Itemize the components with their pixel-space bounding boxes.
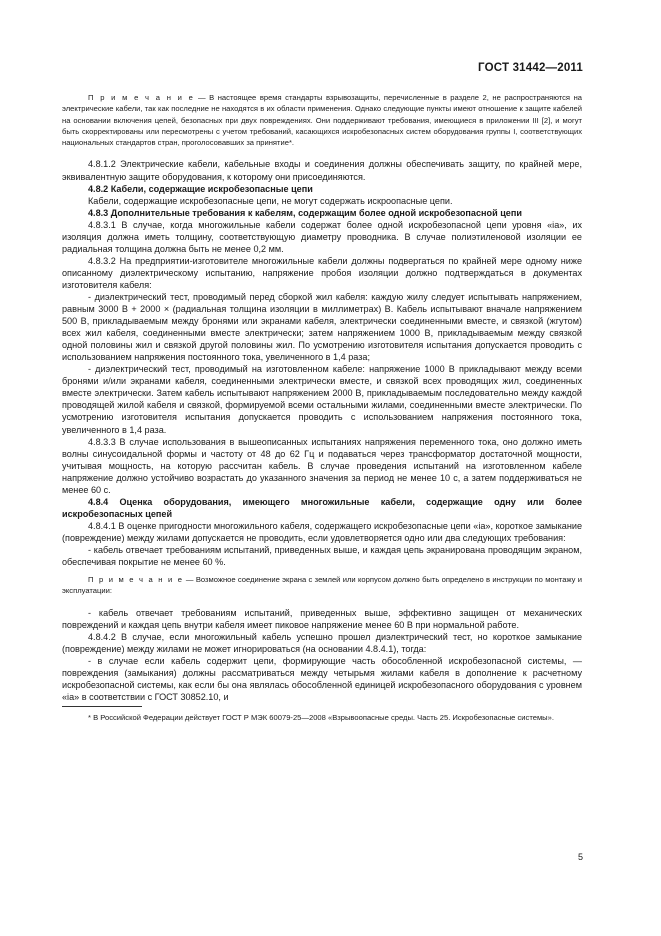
heading-4-8-4: 4.8.4 Оценка оборудования, имеющего многожильные кабели, содержащие одну или более искробезопасных цепей xyxy=(62,496,582,519)
footnote-divider xyxy=(62,706,142,707)
list-item: - в случае если кабель содержит цепи, формирующие часть обособленной искробезопасной системы, — повреждения (замыкания) должны рассматриваться между четырьмя жилами кабеля в дополнение к расчетному искробезопасной системы, как если бы она являлась обособленной единицей искробезопасного оборудования с уровнем «ia» в соответствии с ГОСТ 30852.10, и xyxy=(62,655,582,702)
paragraph-4-8-2: Кабели, содержащие искробезопасные цепи, не могут содержать искроопасные цепи. xyxy=(88,195,453,206)
heading-4-8-2: 4.8.2 Кабели, содержащие искробезопасные цепи xyxy=(88,183,313,194)
paragraph-4-8-4-2: 4.8.4.2 В случае, если многожильный кабель успешно прошел диэлектрический тест, но короткое замыкание (повреждение) между жилами не может игнорироваться (на основании 4.8.4.1), тогда: xyxy=(62,631,582,654)
note-text: — В настоящее время стандарты взрывозащиты, перечисленные в разделе 2, не распространяются на электрические кабели, так как последние не находятся в их области применения. Однако следующие пункты имеют отношение к защите кабелей на основании включения цепей, безопасных при двух повреждениях. Они поддерживают требования, имеющиеся в приложении III [2], и могут быть скорректированы или пересмотрены с учетом требований, касающихся искробезопасных систем оборудования группы I, соответствующих национальных стандартов стран, проголосовавших за принятие*. xyxy=(62,93,583,148)
paragraph-4-8-1-2: 4.8.1.2 Электрические кабели, кабельные входы и соединения должны обеспечивать защиту, по крайней мере, эквивалентную защите оборудования, к которому они присоединяются. xyxy=(62,159,582,182)
paragraph-4-8-3-3: 4.8.3.3 В случае использования в вышеописанных испытаниях напряжения переменного тока, оно должно иметь волны синусоидальной формы и частоту от 48 до 62 Гц и подаваться через трансформатор достаточной мощности, учитывая мощность, на которую рассчитан кабель. В случае проведения испытаний на изготовленном кабеле напряжение должно устойчиво возрастать до указанного значения за период не менее 10 с, а затем поддерживаться не менее 60 с. xyxy=(62,436,582,495)
note-label: П р и м е ч а н и е xyxy=(88,93,195,102)
document-body xyxy=(62,92,582,723)
page-number: 5 xyxy=(577,852,583,862)
list-item: - кабель отвечает требованиям испытаний, приведенных выше, эффективно защищен от механических повреждений и каждая цепь внутри кабеля имеет пиковое напряжение менее 60 В при нормальной работе. xyxy=(62,607,582,630)
paragraph-4-8-3-2: 4.8.3.2 На предприятии-изготовителе многожильные кабели должны подвергаться по крайней мере одному ниже описанному диэлектрическому испытанию, напряжение пробоя изоляции должно подтверждаться в документах изготовителя кабеля: xyxy=(62,255,582,290)
note-block xyxy=(62,92,582,148)
heading-4-8-3: 4.8.3 Дополнительные требования к кабелям, содержащим более одной искробезопасной цепи xyxy=(88,207,522,218)
list-item: - диэлектрический тест, проводимый перед сборкой жил кабеля: каждую жилу следует испытывать напряжением, равным 3000 В + 2000 × (радиальная толщина изоляции в миллиметрах) В. Кабель испытывают вначале напряжением 500 В, прикладываемым между бронями или экранами кабеля, электрически соединенными вместе, и связкой (жгутом) всех жил кабеля, соединенными вместе электрически; затем напряжением 1000 В, прикладываемым между связкой одной половины жил и связкой другой половины жил. По усмотрению изготовителя испытания допускается проводить с использованием напряжения постоянного тока, увеличенного в 1,4 раза; xyxy=(62,292,582,363)
list-item: - кабель отвечает требованиям испытаний, приведенных выше, и каждая цепь экранирована проводящим экраном, обеспечивая покрытие не менее 60 %. xyxy=(62,544,582,568)
paragraph-4-8-4-1: 4.8.4.1 В оценке пригодности многожильного кабеля, содержащего искробезопасные цепи «ia», короткое замыкание (повреждение) между жилами допускается не проводить, если удовлетворяется одно или два следующих требования: xyxy=(62,520,582,543)
document-id: ГОСТ 31442—2011 xyxy=(478,62,583,74)
paragraph-4-8-3-1: 4.8.3.1 В случае, когда многожильные кабели содержат более одной искробезопасной цепи уровня «ia», их изоляция должна иметь толщину, соответствующую диаметру проводника. В случае полиэтиленовой изоляции ее радиальная толщина должна быть не менее 0,2 мм. xyxy=(62,219,582,254)
footnote: * В Российской Федерации действует ГОСТ Р МЭК 60079-25—2008 «Взрывоопасные среды. Часть 25. Искробезопасные системы». xyxy=(88,713,554,723)
note-label: П р и м е ч а н и е xyxy=(88,575,184,585)
list-item: - диэлектрический тест, проводимый на изготовленном кабеле: напряжение 1000 В прикладывают между всеми бронями и/или экранами кабеля, соединенными электрически вместе, и связкой всех проводящих жил, соединенных вместе электрически. Затем кабель испытывают напряжением 2000 В, прикладываемым последовательно между каждой проводящей жилой кабеля и связкой, формируемой всеми остальными жилами, соединенными вместе электрически. По усмотрению изготовителя испытания допускается проводить с использованием напряжения постоянного тока, увеличенного в 1,4 раза. xyxy=(62,364,582,435)
note-block xyxy=(62,574,582,597)
note-text: — Возможное соединение экрана с землей или корпусом должно быть определено в инструкции по монтажу и эксплуатации: xyxy=(62,575,582,596)
